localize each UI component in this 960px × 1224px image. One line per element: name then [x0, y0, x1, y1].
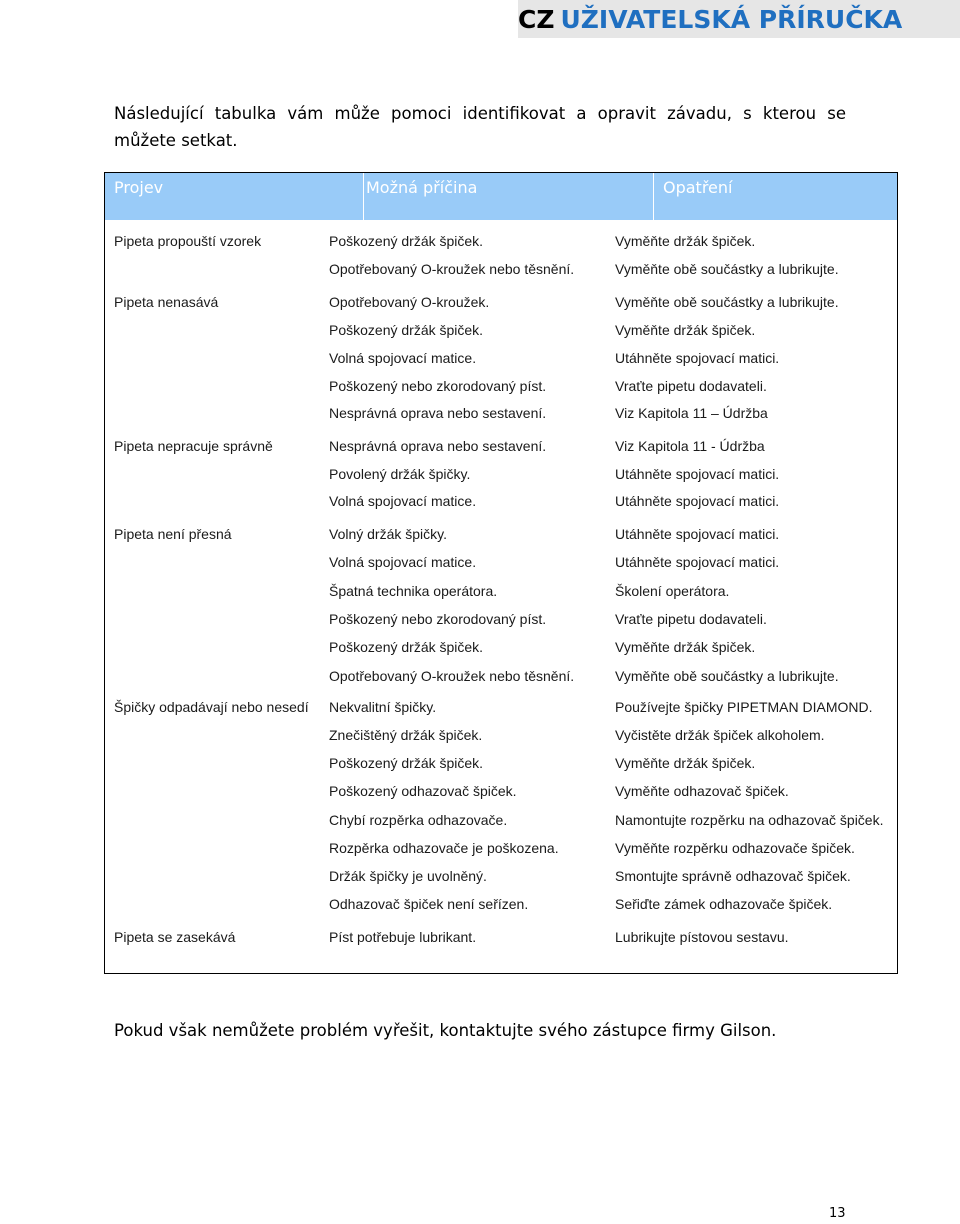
cause-cell: Poškozený držák špiček. [329, 639, 484, 655]
language-code: CZ [518, 5, 555, 34]
remedy-cell: Používejte špičky PIPETMAN DIAMOND. [615, 699, 873, 715]
cause-cell: Poškozený nebo zkorodovaný píst. [329, 378, 547, 394]
remedy-cell: Vyměňte rozpěrku odhazovače špiček. [615, 840, 855, 856]
cause-cell: Nekvalitní špičky. [329, 699, 437, 715]
cause-cell: Poškozený držák špiček. [329, 755, 484, 771]
cause-cell: Volná spojovací matice. [329, 493, 477, 509]
remedy-cell: Utáhněte spojovací matici. [615, 350, 780, 366]
cause-cell: Odhazovač špiček není seřízen. [329, 896, 529, 912]
cause-cell: Nesprávná oprava nebo sestavení. [329, 438, 547, 454]
cause-cell: Volný držák špičky. [329, 526, 448, 542]
cause-cell: Opotřebovaný O-kroužek nebo těsnění. [329, 668, 575, 684]
cause-cell: Znečištěný držák špiček. [329, 727, 483, 743]
cause-cell: Volná spojovací matice. [329, 554, 477, 570]
title-text: UŽIVATELSKÁ PŘÍRUČKA [560, 5, 903, 34]
footer-note: Pokud však nemůžete problém vyřešit, kontaktujte svého zástupce firmy Gilson. [114, 1021, 777, 1040]
remedy-cell: Vyměňte držák špiček. [615, 755, 756, 771]
cause-cell: Poškozený držák špiček. [329, 322, 484, 338]
symptom-cell: Pipeta se zasekává [114, 929, 236, 945]
remedy-cell: Lubrikujte pístovou sestavu. [615, 929, 789, 945]
header-symptom: Projev [114, 178, 164, 197]
remedy-cell: Utáhněte spojovací matici. [615, 554, 780, 570]
remedy-cell: Vyměňte držák špiček. [615, 233, 756, 249]
cause-cell: Píst potřebuje lubrikant. [329, 929, 477, 945]
remedy-cell: Školení operátora. [615, 583, 730, 599]
header-cause: Možná příčina [363, 173, 653, 220]
symptom-cell: Pipeta nenasává [114, 294, 219, 310]
remedy-cell: Utáhněte spojovací matici. [615, 493, 780, 509]
cause-cell: Opotřebovaný O-kroužek. [329, 294, 490, 310]
remedy-cell: Seřiďte zámek odhazovače špiček. [615, 896, 833, 912]
cause-cell: Poškozený nebo zkorodovaný píst. [329, 611, 547, 627]
remedy-cell: Viz Kapitola 11 – Údržba [615, 405, 768, 421]
remedy-cell: Vyměňte obě součástky a lubrikujte. [615, 294, 839, 310]
cause-cell: Opotřebovaný O-kroužek nebo těsnění. [329, 261, 575, 277]
remedy-cell: Vyměňte odhazovač špiček. [615, 783, 789, 799]
remedy-cell: Smontujte správně odhazovač špiček. [615, 868, 851, 884]
remedy-cell: Vraťte pipetu dodavateli. [615, 378, 767, 394]
cause-cell: Chybí rozpěrka odhazovače. [329, 812, 508, 828]
page-number: 13 [829, 1206, 846, 1221]
remedy-cell: Viz Kapitola 11 - Údržba [615, 438, 765, 454]
cause-cell: Rozpěrka odhazovače je poškozena. [329, 840, 559, 856]
cause-cell: Nesprávná oprava nebo sestavení. [329, 405, 547, 421]
remedy-cell: Utáhněte spojovací matici. [615, 526, 780, 542]
cause-cell: Povolený držák špičky. [329, 466, 471, 482]
symptom-cell: Pipeta není přesná [114, 526, 232, 542]
remedy-cell: Vyměňte držák špiček. [615, 639, 756, 655]
symptom-cell: Špičky odpadávají nebo nesedí [114, 699, 309, 715]
remedy-cell: Vraťte pipetu dodavateli. [615, 611, 767, 627]
manual-title [518, 3, 902, 37]
header-remedy: Opatření [653, 173, 896, 220]
cause-cell: Špatná technika operátora. [329, 583, 498, 599]
symptom-cell: Pipeta propouští vzorek [114, 233, 262, 249]
remedy-cell: Utáhněte spojovací matici. [615, 466, 780, 482]
remedy-cell: Vyměňte držák špiček. [615, 322, 756, 338]
cause-cell: Volná spojovací matice. [329, 350, 477, 366]
remedy-cell: Vyměňte obě součástky a lubrikujte. [615, 668, 839, 684]
remedy-cell: Vyčistěte držák špiček alkoholem. [615, 727, 825, 743]
cause-cell: Poškozený držák špiček. [329, 233, 484, 249]
cause-cell: Držák špičky je uvolněný. [329, 868, 487, 884]
remedy-cell: Namontujte rozpěrku na odhazovač špiček. [615, 812, 884, 828]
cause-cell: Poškozený odhazovač špiček. [329, 783, 517, 799]
symptom-cell: Pipeta nepracuje správně [114, 438, 273, 454]
table-header [105, 173, 897, 220]
remedy-cell: Vyměňte obě součástky a lubrikujte. [615, 261, 839, 277]
intro-paragraph: Následující tabulka vám může pomoci identifikovat a opravit závadu, s kterou se můžete setkat. [114, 104, 846, 150]
